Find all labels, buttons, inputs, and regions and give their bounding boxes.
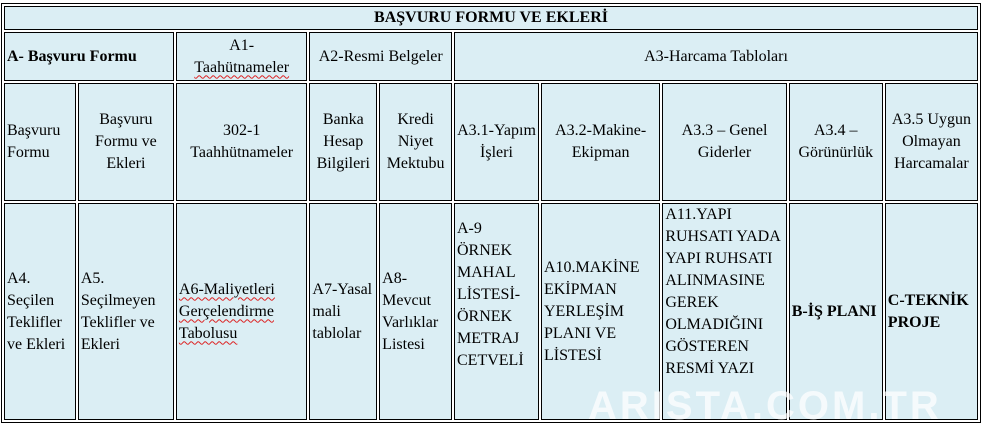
group-header-resmi-belgeler: A2-Resmi Belgeler xyxy=(309,32,452,81)
group-header-basvuru-formu: A- Başvuru Formu xyxy=(4,32,174,81)
cell-gorunurluk: A3.4 – Görünürlük xyxy=(789,83,883,201)
cell-mevcut-varliklar: A8-Mevcut Varlıklar Listesi xyxy=(379,203,452,420)
cell-is-plani: B-İŞ PLANI xyxy=(789,203,883,420)
cell-kredi-niyet-mektubu: Kredi Niyet Mektubu xyxy=(379,83,452,201)
group-header-taahutnameler: A1- Taahütnameler xyxy=(176,32,308,81)
cell-banka-hesap-bilgileri: Banka Hesap Bilgileri xyxy=(309,83,377,201)
cell-basvuru-formu: Başvuru Formu xyxy=(4,83,76,201)
taahutnameler-text: Taahütnameler xyxy=(194,58,290,76)
group-header-harcama-tablolari: A3-Harcama Tabloları xyxy=(454,32,978,81)
cell-makine-ekipman: A3.2-Makine-Ekipman xyxy=(541,83,660,201)
cell-yasal-mali-tablolar: A7-Yasal mali tablolar xyxy=(309,203,377,420)
cell-secilmeyen-teklifler: A5. Seçilmeyen Teklifler ve Ekleri xyxy=(78,203,174,420)
cell-basvuru-formu-ekleri: Başvuru Formu ve Ekleri xyxy=(78,83,174,201)
cell-yapim-isleri: A3.1-Yapım İşleri xyxy=(454,83,539,201)
cell-maliyetleri-gercelendirme: A6-Maliyetleri Gerçelendirme Tabolusu xyxy=(176,203,308,420)
cell-secilen-teklifler: A4. Seçilen Teklifler ve Ekleri xyxy=(4,203,76,420)
cell-ornek-mahal-listesi: A-9 ÖRNEK MAHAL LİSTESİ-ÖRNEK METRAJ CETVELİ xyxy=(454,203,539,420)
application-form-table xyxy=(1,3,981,423)
cell-makine-ekipman-plani: A10.MAKİNE EKİPMAN YERLEŞİM PLANI VE LİSTESİ xyxy=(541,203,660,420)
cell-yapi-ruhsati: A11.YAPI RUHSATI YADA YAPI RUHSATI ALINMASINE GEREK OLMADIĞINI GÖSTEREN RESMİ YAZI xyxy=(662,203,786,420)
cell-genel-giderler: A3.3 – Genel Giderler xyxy=(662,83,786,201)
document-table-container xyxy=(1,3,981,423)
table-title: BAŞVURU FORMU VE EKLERİ xyxy=(4,6,978,30)
cell-teknik-proje: C-TEKNİK PROJE xyxy=(885,203,978,420)
site-watermark: ARISTA.COM.TR xyxy=(588,384,942,428)
cell-uygun-olmayan-harcamalar: A3.5 Uygun Olmayan Harcamalar xyxy=(885,83,978,201)
cell-taahhutnameler: 302-1 Taahhütnameler xyxy=(176,83,308,201)
